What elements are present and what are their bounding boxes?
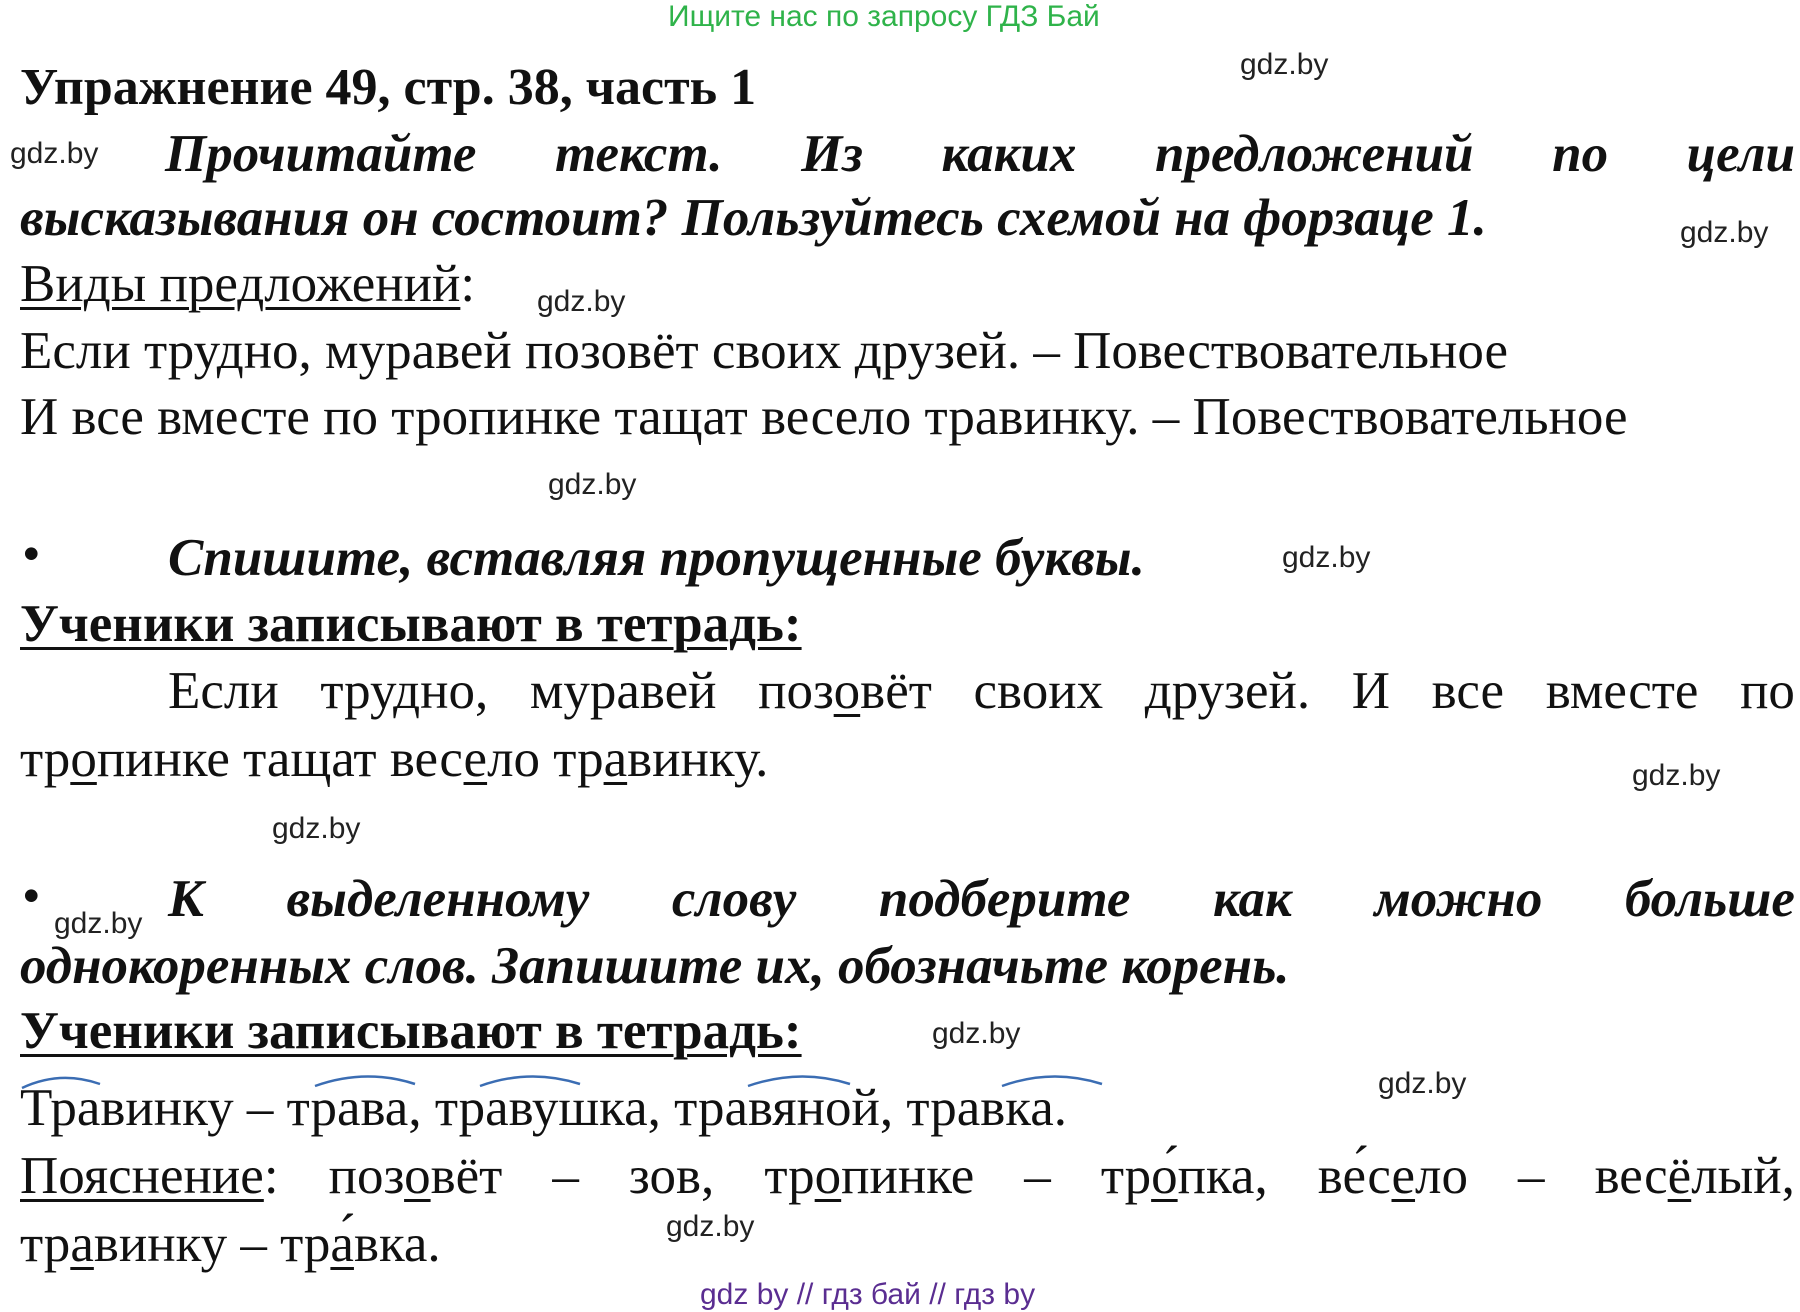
explanation-word: – [1518, 1147, 1545, 1205]
task1-word: Прочитайте [165, 125, 477, 183]
explanation-label: Пояснение [20, 1147, 264, 1205]
notebook-heading-1: Ученики записывают в тетрадь: [20, 595, 802, 653]
task1-word: предложений [1155, 125, 1474, 183]
watermark: gdz.by [932, 1017, 1021, 1050]
copied-word: позовёт [758, 662, 932, 720]
task1-word: каких [941, 125, 1077, 183]
watermark: gdz.by [10, 137, 99, 170]
task3-word: можно [1374, 870, 1543, 928]
explanation-word: ве́село [1317, 1147, 1468, 1205]
copied-word: вместе [1545, 662, 1699, 720]
footer-links: gdz by // гдз бай // гдз by [700, 1278, 1036, 1311]
copied-word: по [1740, 662, 1795, 720]
copied-word: своих [973, 662, 1104, 720]
watermark: gdz.by [1240, 48, 1329, 81]
notebook-heading-2: Ученики записывают в тетрадь: [20, 1002, 802, 1060]
bullet: • [22, 525, 41, 583]
watermark: gdz.by [1680, 216, 1769, 249]
watermark: gdz.by [272, 812, 361, 845]
explanation-word: – [552, 1147, 579, 1205]
watermark: gdz.by [1632, 759, 1721, 792]
task1-word: цели [1686, 125, 1795, 183]
task3-line1 [168, 870, 1795, 928]
explanation-word: тропинке [764, 1147, 975, 1205]
sentence-types-label: Виды предложений [20, 255, 461, 313]
explanation-word: тро́пка, [1100, 1147, 1268, 1205]
bullet: • [22, 867, 41, 925]
cognate-words: Травинку – трава, травушка, травяной, травка. [20, 1079, 1067, 1137]
task1-word: по [1552, 125, 1609, 183]
task3-word: как [1213, 870, 1292, 928]
explanation-word: – [1024, 1147, 1051, 1205]
explanation-word: зов, [628, 1147, 715, 1205]
explanation-line2: травинку – тра́вка. [20, 1215, 441, 1273]
task3-line2: однокоренных слов. Запишите их, обозначьте корень. [20, 937, 1290, 995]
task3-word: выделенному [286, 870, 590, 928]
sentence-type-2: И все вместе по тропинке тащат весело травинку. – Повествовательное [20, 388, 1628, 446]
copied-word: все [1431, 662, 1505, 720]
watermark: gdz.by [1282, 541, 1371, 574]
sentence-type-1: Если трудно, муравей позовёт своих друзей. – Повествовательное [20, 322, 1509, 380]
watermark: gdz.by [537, 285, 626, 318]
task1-word: Из [801, 125, 863, 183]
watermark: gdz.by [666, 1210, 755, 1243]
explanation-word: весёлый, [1594, 1147, 1795, 1205]
copied-word: друзей. [1144, 662, 1311, 720]
copied-word: Если [168, 662, 279, 720]
copied-text-line1 [168, 662, 1795, 720]
page-title: Упражнение 49, стр. 38, часть 1 [20, 59, 757, 116]
task1-word: текст. [554, 125, 723, 183]
task3-word: подберите [878, 870, 1131, 928]
explanation-word: : [263, 1147, 279, 1205]
watermark: gdz.by [1378, 1067, 1467, 1100]
task3-word: слову [671, 870, 797, 928]
watermark: gdz.by [548, 468, 637, 501]
search-hint: Ищите нас по запросу ГДЗ Бай [668, 0, 1100, 33]
task3-word: больше [1624, 870, 1795, 928]
task1-line1 [165, 125, 1795, 183]
explanation-word: позовёт [328, 1147, 503, 1205]
copied-word: И [1351, 662, 1390, 720]
copied-word: трудно, [320, 662, 489, 720]
task2-text: Спишите, вставляя пропущенные буквы. [168, 529, 1145, 587]
watermark: gdz.by [54, 907, 143, 940]
copied-word: муравей [529, 662, 717, 720]
explanation-line1 [20, 1147, 1795, 1205]
task1-line2: высказывания он состоит? Пользуйтесь схемой на форзаце 1. [20, 189, 1487, 247]
task3-word: К [168, 870, 204, 928]
copied-text-line2: тропинке тащат весело травинку. [20, 730, 769, 788]
sentence-types-heading: Виды предложений: [20, 255, 476, 313]
